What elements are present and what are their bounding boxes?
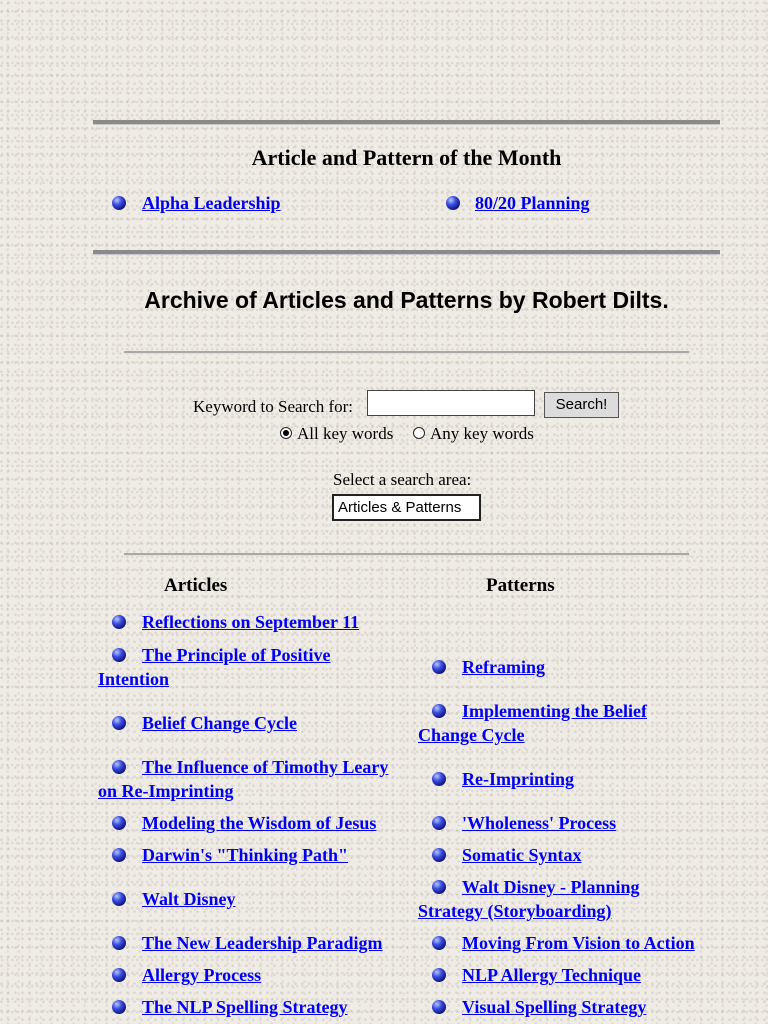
pattern-link[interactable]: Walt Disney - Planning [462, 877, 640, 897]
bullet-icon [432, 848, 446, 862]
articles-heading: Articles [164, 575, 228, 596]
any-keywords-label: Any key words [430, 424, 534, 443]
article-link[interactable]: The Principle of Positive [142, 645, 331, 665]
pattern-link[interactable]: Moving From Vision to Action [462, 933, 695, 953]
pattern-link[interactable]: Visual Spelling Strategy [462, 997, 647, 1017]
article-link[interactable]: Modeling the Wisdom of Jesus [142, 813, 377, 833]
bullet-icon [112, 648, 126, 662]
article-link[interactable]: The New Leadership Paradigm [142, 933, 383, 953]
bullet-icon [112, 848, 126, 862]
bullet-icon [432, 880, 446, 894]
article-link[interactable]: The NLP Spelling Strategy [142, 997, 348, 1017]
featured-article-link[interactable]: Alpha Leadership [142, 193, 281, 213]
search-top-divider [124, 351, 689, 354]
any-keywords-radio[interactable] [413, 427, 425, 439]
bullet-icon [432, 704, 446, 718]
pattern-link[interactable]: NLP Allergy Technique [462, 965, 642, 985]
bullet-icon [112, 1000, 126, 1014]
article-link[interactable]: Intention [98, 669, 170, 689]
search-bottom-divider [124, 553, 689, 556]
bullet-icon [112, 892, 126, 906]
pattern-link[interactable]: Reframing [462, 657, 545, 677]
keyword-label: Keyword to Search for: [193, 397, 354, 416]
bullet-icon [432, 968, 446, 982]
pattern-link[interactable]: Strategy (Storyboarding) [418, 901, 612, 921]
bullet-icon [112, 760, 126, 774]
bullet-icon [112, 968, 126, 982]
pattern-link[interactable]: Implementing the Belief [462, 701, 647, 721]
pattern-link[interactable]: Re-Imprinting [462, 769, 574, 789]
pattern-link[interactable]: Change Cycle [418, 725, 525, 745]
article-link[interactable]: The Influence of Timothy Leary [142, 757, 389, 777]
article-link[interactable]: Reflections on September 11 [142, 612, 360, 632]
all-keywords-label: All key words [297, 424, 394, 443]
bullet-icon [112, 816, 126, 830]
patterns-heading: Patterns [486, 575, 555, 596]
search-button[interactable]: Search! [544, 392, 619, 418]
all-keywords-radio[interactable] [280, 427, 292, 439]
bullet-icon [432, 772, 446, 786]
bullet-icon [112, 716, 126, 730]
article-link[interactable]: on Re-Imprinting [98, 781, 234, 801]
bullet-icon [432, 1000, 446, 1014]
search-area-label: Select a search area: [333, 470, 472, 489]
search-area-select[interactable]: Articles & Patterns [332, 494, 481, 521]
article-link[interactable]: Belief Change Cycle [142, 713, 297, 733]
top-divider [93, 120, 720, 125]
featured-heading: Article and Pattern of the Month [251, 145, 562, 170]
bullet-icon [432, 936, 446, 950]
pattern-link[interactable]: 'Wholeness' Process [462, 813, 617, 833]
keyword-input[interactable] [367, 390, 535, 416]
pattern-link[interactable]: Somatic Syntax [462, 845, 582, 865]
article-link[interactable]: Allergy Process [142, 965, 262, 985]
article-link[interactable]: Darwin's "Thinking Path" [142, 845, 349, 865]
article-link[interactable]: Walt Disney [142, 889, 236, 909]
bullet-icon [432, 816, 446, 830]
section-divider [93, 250, 720, 255]
bullet-icon [432, 660, 446, 674]
bullet-icon [112, 196, 126, 210]
bullet-icon [112, 615, 126, 629]
archive-title: Archive of Articles and Patterns by Robert Dilts. [144, 287, 669, 313]
bullet-icon [112, 936, 126, 950]
featured-pattern-link[interactable]: 80/20 Planning [475, 193, 590, 213]
bullet-icon [446, 196, 460, 210]
